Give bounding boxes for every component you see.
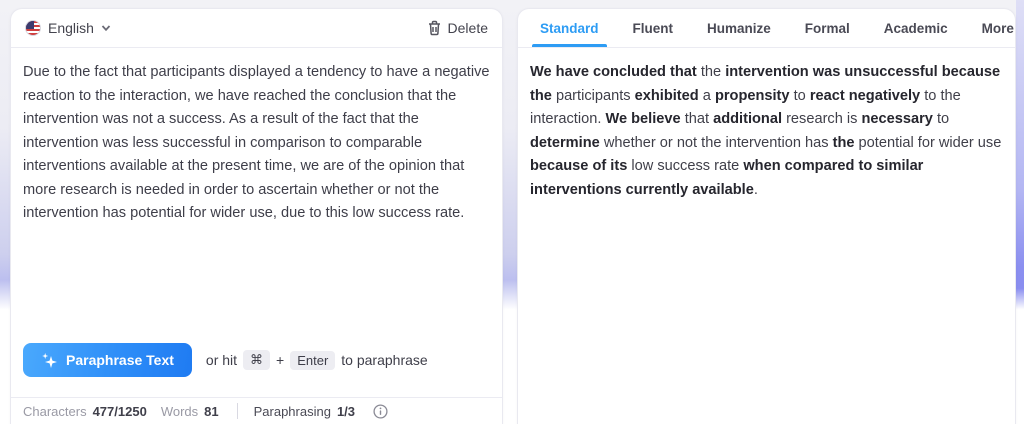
- output-panel: [517, 8, 1016, 424]
- text-segment[interactable]: participants: [555, 87, 635, 104]
- delete-button[interactable]: [427, 20, 488, 36]
- info-icon[interactable]: [373, 404, 388, 419]
- changed-word[interactable]: because of its: [530, 158, 632, 174]
- output-text-area[interactable]: [518, 48, 1015, 424]
- hint-prefix: or hit: [205, 352, 238, 368]
- tab-standard[interactable]: [532, 9, 607, 47]
- changed-word[interactable]: We have concluded that: [530, 64, 701, 80]
- language-selector[interactable]: [25, 20, 111, 36]
- shortcut-hint: [206, 350, 428, 370]
- tab-label: Academic: [883, 20, 948, 36]
- tab-label: Humanize: [707, 20, 771, 36]
- mode-tabs: [532, 9, 1016, 47]
- changed-word[interactable]: when compared to similar interventions currently available: [530, 158, 924, 198]
- tab-humanize[interactable]: [699, 9, 779, 47]
- background-gradient-edge: [1016, 0, 1024, 424]
- text-segment[interactable]: to the interaction.: [530, 87, 961, 127]
- words-label: Words: [160, 403, 199, 419]
- changed-word[interactable]: determine: [530, 134, 604, 151]
- paraphrase-button-label: Paraphrase Text: [66, 352, 174, 368]
- tab-label: More: [981, 20, 1014, 36]
- delete-label: Delete: [447, 20, 488, 36]
- us-flag-icon: [25, 20, 41, 36]
- output-panel-header: [518, 9, 1015, 48]
- footer-divider: [237, 403, 238, 419]
- text-segment[interactable]: research is: [786, 111, 862, 127]
- text-segment[interactable]: potential for wider use: [858, 134, 1002, 151]
- changed-word[interactable]: react negatively: [809, 87, 925, 104]
- text-segment[interactable]: a: [702, 87, 715, 104]
- sparkles-icon: [41, 352, 58, 369]
- characters-label: Characters: [23, 403, 87, 419]
- command-keycap: ⌘: [243, 350, 270, 370]
- enter-keycap: Enter: [290, 351, 335, 370]
- action-row: [11, 337, 502, 397]
- input-text-area[interactable]: [11, 48, 502, 337]
- tab-formal[interactable]: [797, 9, 858, 47]
- tab-label: Formal: [804, 20, 850, 36]
- tab-academic[interactable]: [876, 9, 956, 47]
- changed-word[interactable]: We believe: [605, 111, 685, 127]
- trash-icon: [427, 20, 442, 36]
- text-segment[interactable]: low success rate: [631, 158, 744, 174]
- paraphrasing-label: Paraphrasing: [253, 403, 331, 419]
- words-value: 81: [204, 403, 219, 419]
- changed-word[interactable]: intervention was unsuccessful because the: [530, 64, 1001, 104]
- language-label: English: [48, 20, 94, 36]
- text-segment[interactable]: that: [684, 111, 714, 127]
- output-text: [530, 61, 1003, 202]
- tab-label: Standard: [540, 20, 599, 36]
- paraphrase-button[interactable]: [23, 343, 192, 377]
- tab-fluent[interactable]: [625, 9, 682, 47]
- characters-value: 477/1250: [92, 403, 147, 419]
- chevron-down-icon: [101, 23, 111, 33]
- input-panel: [10, 8, 503, 424]
- text-segment[interactable]: to: [936, 111, 950, 127]
- tab-more[interactable]: [974, 9, 1016, 47]
- paraphrasing-value: 1/3: [336, 403, 356, 419]
- changed-word[interactable]: the: [832, 134, 859, 151]
- text-segment[interactable]: .: [753, 181, 758, 198]
- text-segment[interactable]: the: [700, 64, 726, 80]
- text-segment[interactable]: to: [793, 87, 810, 104]
- changed-word[interactable]: exhibited: [634, 87, 703, 104]
- hint-suffix: to paraphrase: [341, 352, 428, 368]
- tab-label: Fluent: [632, 20, 674, 36]
- changed-word[interactable]: propensity: [714, 87, 794, 104]
- input-text: Due to the fact that participants displayed a tendency to have a negative reaction to the interaction, we have reached the conclusion that the intervention was not a success. As a result of the fact that the intervention was less successful in comparison to comparable interventions available at the present time, we are of the opinion that more research is needed in order to ascertain whether or not the intervention has potential for wider use, due to this low success rate.: [23, 64, 490, 221]
- text-segment[interactable]: whether or not the intervention has: [603, 134, 833, 151]
- hint-plus: +: [276, 352, 285, 368]
- changed-word[interactable]: necessary: [861, 111, 937, 127]
- changed-word[interactable]: additional: [713, 111, 787, 127]
- input-panel-header: [11, 9, 502, 48]
- input-panel-footer: [11, 397, 502, 424]
